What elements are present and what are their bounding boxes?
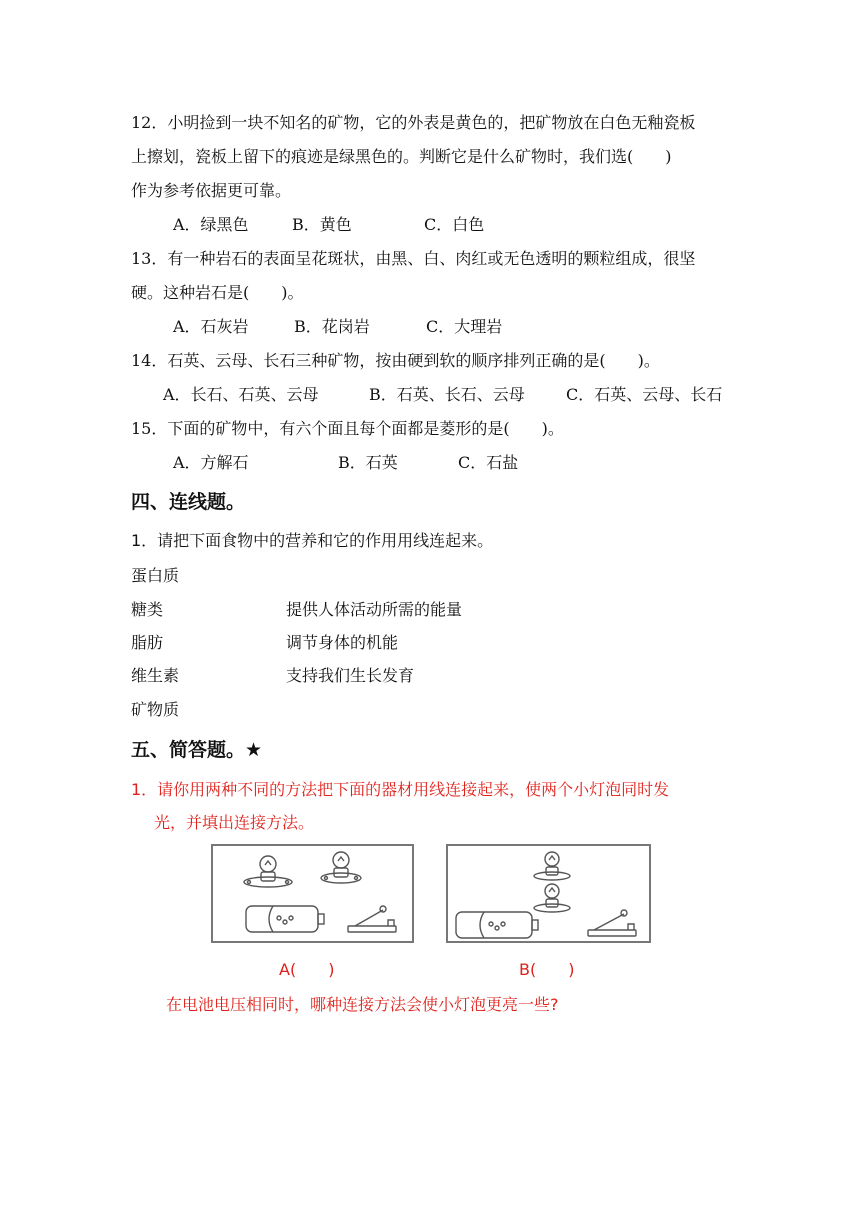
switch-icon bbox=[348, 906, 396, 932]
q13-option-c: C．大理岩 bbox=[426, 317, 503, 336]
q13-line2: 硬。这种岩石是( )。 bbox=[131, 283, 304, 302]
q15-option-c: C．石盐 bbox=[458, 453, 519, 472]
q13-option-a: A．石灰岩 bbox=[173, 317, 249, 336]
q14-option-b: B．石英、长石、云母 bbox=[369, 385, 525, 404]
q15-option-a: A．方解石 bbox=[173, 453, 249, 472]
q14-option-a: A．长石、石英、云母 bbox=[163, 385, 319, 404]
section5-q1-line2: 光，并填出连接方法。 bbox=[154, 813, 315, 832]
battery-icon bbox=[246, 906, 324, 932]
battery-icon bbox=[456, 912, 538, 938]
q12-line2: 上擦划，瓷板上留下的痕迹是绿黑色的。判断它是什么矿物时，我们选( ) bbox=[131, 147, 672, 166]
q12-line3: 作为参考依据更可靠。 bbox=[131, 181, 292, 200]
switch-icon bbox=[588, 910, 636, 936]
bulb-icon bbox=[321, 852, 361, 883]
nutrient-fat: 脂肪 bbox=[131, 633, 164, 652]
circuit-figure-b bbox=[446, 844, 651, 943]
section4-question: 1．请把下面食物中的营养和它的作用用线连起来。 bbox=[131, 531, 494, 550]
section5-title: 五、简答题。★ bbox=[131, 739, 263, 761]
nutrient-protein: 蛋白质 bbox=[131, 566, 180, 585]
bulb-icon bbox=[244, 856, 292, 887]
q13-option-b: B．花岗岩 bbox=[294, 317, 370, 336]
q15-line1: 15．下面的矿物中，有六个面且每个面都是菱形的是( )。 bbox=[131, 419, 564, 438]
circuit-figure-a bbox=[211, 844, 414, 943]
q15-option-b: B．石英 bbox=[338, 453, 398, 472]
q12-line1: 12．小明捡到一块不知名的矿物，它的外表是黄色的，把矿物放在白色无釉瓷板 bbox=[131, 113, 696, 132]
function-energy: 提供人体活动所需的能量 bbox=[286, 600, 463, 619]
bulb-icon bbox=[534, 852, 570, 880]
q12-option-a: A．绿黑色 bbox=[173, 215, 249, 234]
nutrient-mineral: 矿物质 bbox=[131, 700, 180, 719]
q14-option-c: C．石英、云母、长石 bbox=[566, 385, 723, 404]
figure-a-label: A( ) bbox=[279, 960, 335, 979]
q12-option-c: C．白色 bbox=[424, 215, 485, 234]
brightness-question: 在电池电压相同时，哪种连接方法会使小灯泡更亮一些? bbox=[166, 995, 559, 1014]
section4-title: 四、连线题。 bbox=[131, 491, 246, 513]
figure-b-label: B( ) bbox=[519, 960, 575, 979]
bulb-icon bbox=[534, 884, 570, 912]
function-regulate: 调节身体的机能 bbox=[286, 633, 399, 652]
q12-option-b: B．黄色 bbox=[292, 215, 352, 234]
q13-line1: 13．有一种岩石的表面呈花斑状，由黑、白、肉红或无色透明的颗粒组成，很坚 bbox=[131, 249, 696, 268]
section5-q1-line1: 1．请你用两种不同的方法把下面的器材用线连接起来，使两个小灯泡同时发 bbox=[131, 780, 670, 799]
nutrient-vitamin: 维生素 bbox=[131, 666, 180, 685]
nutrient-sugar: 糖类 bbox=[131, 600, 164, 619]
q14-line1: 14．石英、云母、长石三种矿物，按由硬到软的顺序排列正确的是( )。 bbox=[131, 351, 660, 370]
function-growth: 支持我们生长发育 bbox=[286, 666, 415, 685]
